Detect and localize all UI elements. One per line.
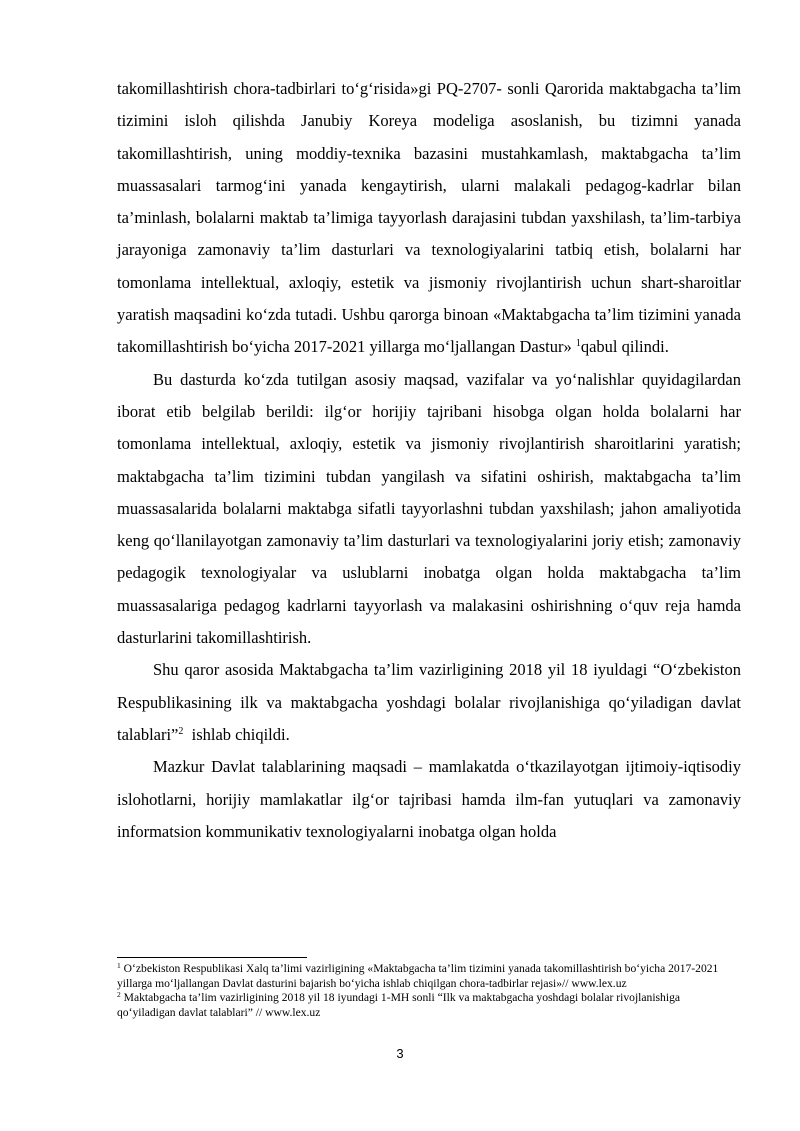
body-text — [117, 73, 741, 848]
footnote-mark: 1 — [117, 961, 121, 970]
paragraph-text-after: ishlab chiqildi. — [191, 724, 290, 744]
footnote-text: O‘zbekiston Respublikasi Xalq ta’limi vazirligining «Maktabgacha ta’lim tizimini yanada takomillashtirish bo‘yicha 2017-2021 yillarga mo‘ljallangan Davlat dasturini bajarish bo‘yicha ishlab chiqilgan chora-tadbirlar rejasi»// www.lex.uz — [117, 962, 719, 990]
footnotes — [117, 962, 741, 1020]
paragraph-text: takomillashtirish chora-tadbirlari to‘g‘risida»gi PQ-2707- sonli Qarorida maktabgacha ta’lim tizimini isloh qilishda Janubiy Koreya modeliga asoslanish, bu tizimni yanada takomillashtirish, uning moddiy-texnika bazasini mustahkamlash, maktabgacha ta’lim muassasalari tarmog‘ini yanada kengaytirish, ularni malakali pedagog-kadrlar bilan ta’minlash, bolalarni maktab ta’limiga tayyorlash darajasini tubdan yaxshilash, ta’lim-tarbiya jarayoniga zamonaviy ta’lim dasturlari va texnologiyalarini tatbiq etish, bolalarni har tomonlama intellektual, axloqiy, estetik va jismoniy rivojlantirish uchun shart-sharoitlar yaratish maqsadini ko‘zda tutadi. Ushbu qarorga binoan «Maktabgacha ta’lim tizimini yanada takomillashtirish bo‘yicha 2017-2021 yillarga mo‘ljallangan Dastur» — [117, 79, 741, 357]
paragraph-text: Mazkur Davlat talablarining maqsadi – mamlakatda o‘tkazilayotgan ijtimoiy-iqtisodiy islohotlarni, horijiy mamlakatlar ilg‘or tajribasi hamda ilm-fan yutuqlari va zamonaviy informatsion kommunikativ texnologiyalarni inobatga olgan holda — [117, 757, 741, 841]
footnote-text: Maktabgacha ta’lim vazirligining 2018 yil 18 iyundagi 1-MH sonli “Ilk va maktabgacha yoshdagi bolalar rivojlanishiga qo‘yiladigan davlat talablari” // www.lex.uz — [117, 991, 681, 1019]
footnote-separator — [117, 957, 307, 958]
paragraph-text-after: qabul qilindi. — [580, 337, 669, 357]
paragraph-text: Shu qaror asosida Maktabgacha ta’lim vazirligining 2018 yil 18 iyuldagi “O‘zbekiston Respublikasining ilk va maktabgacha yoshdagi bolalar rivojlanishiga qo‘yiladigan davlat talablari” — [117, 660, 741, 744]
paragraph-text: Bu dasturda ko‘zda tutilgan asosiy maqsad, vazifalar va yo‘nalishlar quyidagilardan iborat etib belgilab berildi: ilg‘or horijiy tajribani hisobga olgan holda bolalarni har tomonlama intellektual, axloqiy, estetik va jismoniy rivojlantirish sharoitlarini yaratish; maktabgacha ta’lim tizimini tubdan yangilash va sifatini oshirish, maktabgacha ta’lim muassasalarida bolalarni maktabga sifatli tayyorlashni tubdan yaxshilash; jahon amaliyotida keng qo‘llanilayotgan zamonaviy ta’lim dasturlari va texnologiyalarini joriy etish; zamonaviy pedagogik texnologiyalar va uslublarni inobatga olgan holda maktabgacha ta’lim muassasalariga pedagog kadrlarni tayyorlash va malakasini oshirishning o‘quv reja hamda dasturlarini takomillashtirish. — [117, 369, 741, 648]
page-number: 3 — [396, 1046, 404, 1061]
footnote-1 — [117, 962, 741, 991]
paragraph-3 — [117, 654, 741, 751]
footnote-reference-1[interactable]: 1 — [575, 338, 581, 350]
footnote-reference-2[interactable]: 2 — [178, 725, 184, 737]
paragraph-4 — [117, 751, 741, 848]
paragraph-1 — [117, 73, 741, 364]
footnote-mark: 2 — [117, 990, 121, 1000]
footnote-2 — [117, 991, 741, 1020]
paragraph-2 — [117, 364, 741, 655]
